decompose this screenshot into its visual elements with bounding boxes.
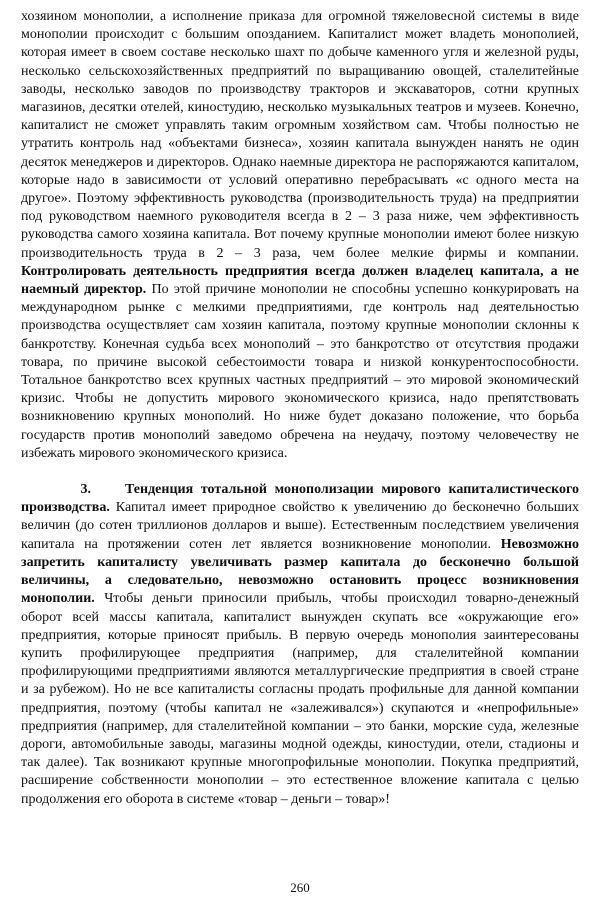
section-text: Капитал имеет природное свойство к увеличению до бесконечно больших величин (до сотен триллионов долларов и выше). Естественным последствием увеличения капитала на протяжении сотен лет является возникновение монополии. xyxy=(21,500,579,552)
bold-statement-monopoly-inevitable: Невозможно запретить капиталисту увеличивать размер капитала до бесконечно большой величины, а следовательно, невозможно остановить процесс возникновения монополии. xyxy=(21,536,579,607)
section-text: Чтобы деньги приносили прибыль, чтобы происходил товарно-денежный оборот всей массы капитала, капиталист вынужден скупать все «окружающие его» предприятия, которые приносят прибыль. В первую очередь монополия заинтересованы купить профилирующее предприятия (например, для сталелитейной компании профилирующими предприятиями являются металлургические предприятия в своей стране и за рубежом). Но не все капиталисты согласны продать профильные для данной компании предприятия, поэтому (чтобы капитал не «залеживался») скупаются и «непрофильные» предприятия (например, для сталелитейной компании – это банки, морские суда, железные дороги, автомобильные заводы, магазины модной одежды, киностудии, отели, стадионы и так далее). Так возникают крупные многопрофильные монополии. Покупка предприятий, расширение собственности монополии – это естественное вложение капитала с целью продолжения его оборота в системе «товар – деньги – товар»! xyxy=(21,591,579,807)
paragraph-gap xyxy=(21,463,579,481)
page-body xyxy=(21,8,579,809)
bold-statement-owner-control: Контролировать деятельность предприятия всегда должен владелец капитала, а не наемный директор. xyxy=(21,263,579,298)
paragraph-text: хозяином монополии, а исполнение приказа для огромной тяжеловесной системы в виде монополии происходит с большим опозданием. Капиталист может владеть монополией, которая имеет в своем составе несколько шахт по добыче каменного угля и железной руды, несколько сельскохозяйственных предприятий по выращиванию овощей, сталелитейные заводы, несколько заводов по производству тракторов и экскаваторов, сотни крупных магазинов, десятки отелей, киностудию, несколько музыкальных театров и музеев. Конечно, капиталист не сможет управлять таким огромным хозяйством сам. Чтобы полностью не утратить контроль над «объектами бизнеса», хозяин капитала вынужден нанять не один десяток менеджеров и директоров. Однако наемные директора не распоряжаются капиталом, которые надо в зависимости от условий оперативно перебрасывать «с одного места на другое». Поэтому эффективность руководства (производительность труда) на предприятии под руководством наемного руководителя всегда в 2 – 3 раза ниже, чем эффективность руководства самого хозяина капитала. Вот почему крупные монополии имеют более низкую производительность труда в 2 – 3 раза, чем более мелкие фирмы и компании. xyxy=(21,9,579,261)
section-heading: Тенденция тотальной монополизации мирового капиталистического производства. xyxy=(21,482,579,516)
paragraph-text: По этой причине монополии не способны успешно конкурировать на международном рынке с мелкими предприятиями, где контроль над деятельностью производства осуществляет сам хозяин капитала, поэтому крупные монополии склонны к банкротству. Конечная судьба всех монополий – это банкротство от отсутствия продажи товара, по причине высокой себестоимости товара и низкой конкурентоспособности. Тотальное банкротство всех крупных частных предприятий – это мировой экономический кризис. Чтобы не допустить мирового экономического кризиса, надо препятствовать возникновению крупных монополий. Но ниже будет доказано положение, что борьба государств против монополий заведомо обречена на неудачу, поэтому человечеству не избежать мирового экономического кризиса. xyxy=(21,282,579,461)
paragraph-monopoly-management xyxy=(21,8,579,463)
section-3-paragraph xyxy=(21,481,579,809)
section-number: 3. xyxy=(80,482,91,498)
page-number: 260 xyxy=(290,880,310,895)
